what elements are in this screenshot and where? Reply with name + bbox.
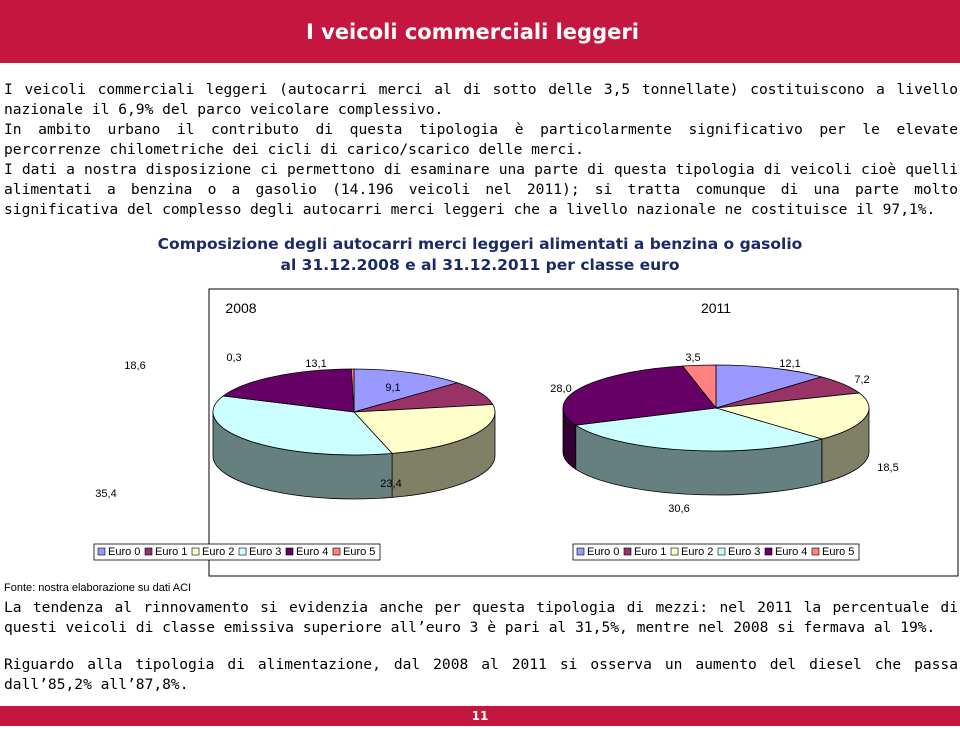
data-label: 35,4 — [95, 488, 117, 500]
legend — [94, 544, 380, 560]
data-label: 28,0 — [550, 383, 572, 395]
legend-label: Euro 3 — [728, 546, 761, 558]
legend-label: Euro 1 — [155, 546, 188, 558]
paragraph-fuel: Riguardo alla tipologia di alimentazione, dal 2008 al 2011 si osserva un aumento del diesel che passa dall’85,2% all’87,8%. — [4, 656, 958, 693]
source-note: Fonte: nostra elaborazione su dati ACI — [4, 582, 192, 594]
legend-swatch — [333, 548, 340, 555]
data-label: 23,4 — [380, 478, 402, 490]
legend-label: Euro 2 — [202, 546, 235, 558]
data-label: 18,5 — [877, 462, 899, 474]
legend-label: Euro 4 — [775, 546, 808, 558]
paragraph-trend: La tendenza al rinnovamento si evidenzia anche per questa tipologia di mezzi: nel 2011 la percentuale di questi veicoli di classe emissiva superiore all’euro 3 è pari al 31,5%, mentre nel 2008 si fermava al 19%. — [4, 599, 958, 636]
legend-label: Euro 1 — [634, 546, 667, 558]
paragraph-urban: In ambito urbano il contributo di questa tipologia è particolarmente significativo per le elevate percorrenze chilometriche dei cicli di carico/scarico delle merci. — [4, 121, 958, 158]
legend-label: Euro 2 — [681, 546, 714, 558]
legend-label: Euro 0 — [108, 546, 141, 558]
data-label: 13,1 — [305, 358, 327, 370]
legend-swatch — [192, 548, 199, 555]
paragraph-data: I dati a nostra disposizione ci permettono di esaminare una parte di questa tipologia di veicoli cioè quelli alimentati a benzina o a gasolio (14.196 veicoli nel 2011); si tratta comunque di una parte molto significativa del complesso degli autocarri merci leggeri che a livello nazionale ne costituisce il 97,1%. — [4, 161, 958, 218]
legend-swatch — [765, 548, 772, 555]
legend-swatch — [718, 548, 725, 555]
page-title: I veicoli commerciali leggeri — [306, 20, 639, 44]
legend-label: Euro 5 — [343, 546, 376, 558]
data-label: 30,6 — [668, 503, 690, 515]
footer-bar — [0, 706, 960, 726]
data-label: 7,2 — [854, 374, 870, 386]
legend-swatch — [577, 548, 584, 555]
legend-swatch — [671, 548, 678, 555]
data-label: 9,1 — [385, 382, 401, 394]
paragraph-intro: I veicoli commerciali leggeri (autocarri merci al di sotto delle 3,5 tonnellate) costituiscono a livello nazionale il 6,9% del parco veicolare complessivo. — [4, 81, 958, 118]
pie-title: 2008 — [225, 300, 257, 316]
header-banner — [0, 0, 960, 63]
legend-label: Euro 3 — [249, 546, 282, 558]
legend-label: Euro 5 — [822, 546, 855, 558]
legend-swatch — [145, 548, 152, 555]
pie-charts-canvas — [0, 283, 960, 583]
pie-2011 — [550, 300, 898, 560]
page-number: 11 — [471, 709, 489, 723]
legend-label: Euro 0 — [587, 546, 620, 558]
chart-title-line2: al 31.12.2008 e al 31.12.2011 per classe euro — [280, 256, 680, 274]
legend-swatch — [98, 548, 105, 555]
chart-title-line1: Composizione degli autocarri merci leggeri alimentati a benzina o gasolio — [157, 235, 803, 253]
legend-label: Euro 4 — [296, 546, 329, 558]
legend-swatch — [812, 548, 819, 555]
data-label: 3,5 — [685, 352, 701, 364]
legend-swatch — [624, 548, 631, 555]
legend-swatch — [286, 548, 293, 555]
legend-swatch — [239, 548, 246, 555]
data-label: 12,1 — [779, 358, 801, 370]
data-label: 18,6 — [124, 360, 146, 372]
legend — [573, 544, 859, 560]
data-label: 0,3 — [226, 352, 242, 364]
pie-2008 — [94, 300, 495, 560]
pie-title: 2011 — [700, 300, 732, 316]
